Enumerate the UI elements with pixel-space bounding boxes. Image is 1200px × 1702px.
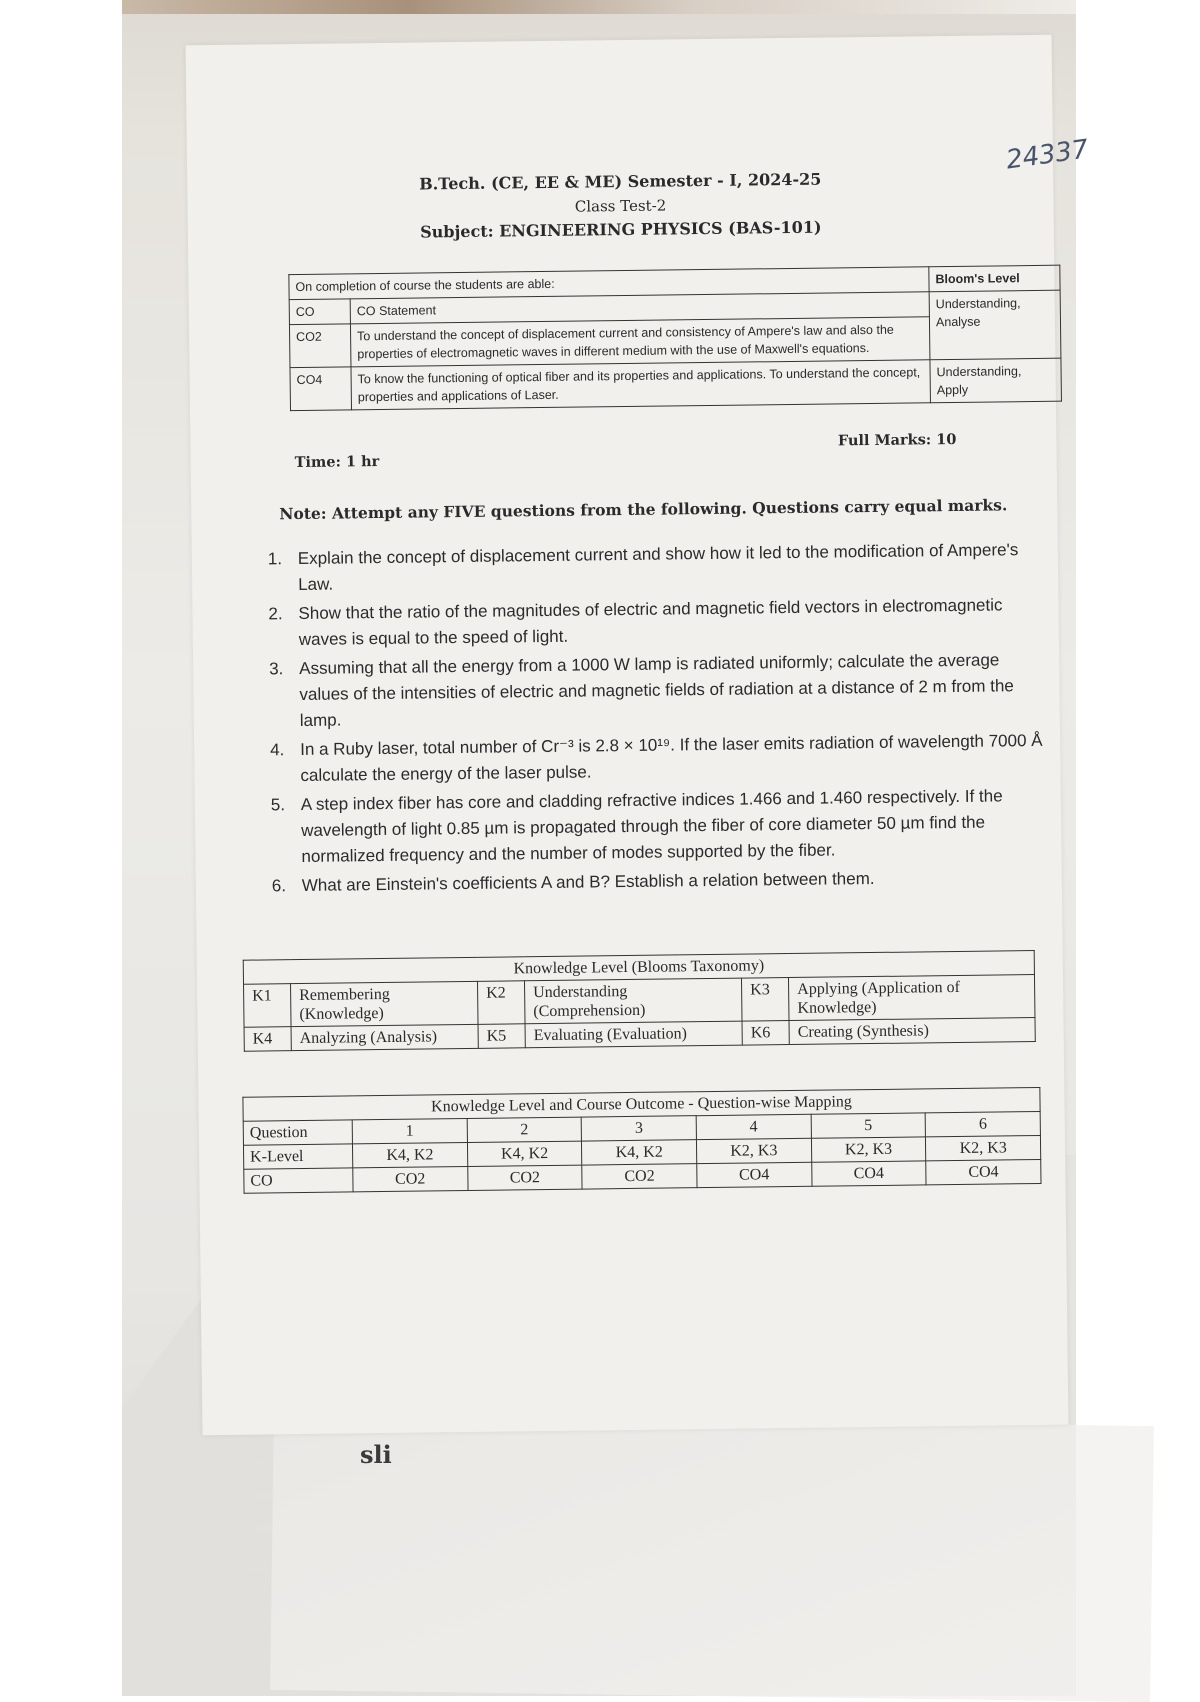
exam-note: Note: Attempt any FIVE questions from the following. Questions carry equal marks. <box>279 495 1008 524</box>
question-item <box>262 592 1047 654</box>
question-number: 1. <box>267 549 283 569</box>
k-level-cell: K2, K3 <box>696 1138 811 1163</box>
question-text: Show that the ratio of the magnitudes of electric and magnetic field vectors in electromagnetic waves is equal to the speed of light. <box>298 595 1003 650</box>
top-edge-strip <box>122 0 1076 14</box>
question-cell: 3 <box>581 1116 696 1141</box>
k-level-cell: K2, K3 <box>926 1135 1041 1160</box>
question-item <box>263 647 1048 735</box>
k-code: K6 <box>742 1021 789 1046</box>
k-label: Creating (Synthesis) <box>789 1018 1035 1045</box>
co-cell: CO2 <box>582 1164 697 1189</box>
co-cell: CO2 <box>353 1166 468 1191</box>
question-item <box>266 864 1050 900</box>
exam-header <box>187 165 1054 248</box>
co4-id: CO4 <box>290 367 352 411</box>
question-cell: 2 <box>467 1117 582 1142</box>
k-code: K5 <box>478 1024 525 1049</box>
k-code: K3 <box>742 978 790 1022</box>
question-item <box>264 728 1049 790</box>
question-cell: 4 <box>696 1114 811 1139</box>
full-marks: Full Marks: 10 <box>837 430 957 450</box>
subject-line: Subject: ENGINEERING PHYSICS (BAS-101) <box>420 217 822 242</box>
co-cell: CO4 <box>811 1161 926 1186</box>
co2-bloom-level: Understanding, Analyse <box>929 290 1061 360</box>
question-list <box>262 537 1050 903</box>
k-level-cell: K4, K2 <box>352 1142 467 1167</box>
handwritten-number: 24337 <box>1004 134 1091 176</box>
program-line: B.Tech. (CE, EE & ME) Semester - I, 2024-25 <box>419 169 822 194</box>
co-cell: CO2 <box>467 1165 582 1190</box>
exam-sheet <box>186 35 1069 1435</box>
co4-statement: To know the functioning of optical fiber and its properties and applications. To understand the concept, properties and applications of Laser. <box>351 360 930 410</box>
k-level-cell: K4, K2 <box>582 1140 697 1165</box>
k-code: K2 <box>477 981 525 1025</box>
question-item <box>262 537 1047 599</box>
question-number: 6. <box>271 876 287 896</box>
bloom-level-header: Bloom's Level <box>929 265 1060 292</box>
question-text: What are Einstein's coefficients A and B? Establish a relation between them. <box>301 868 875 895</box>
photo-background <box>122 0 1091 1696</box>
k-code: K1 <box>244 984 292 1028</box>
knowledge-level-table <box>243 950 1036 1052</box>
co4-bloom-level: Understanding, Apply <box>930 358 1062 403</box>
question-cell: 5 <box>811 1113 926 1138</box>
co2-id: CO2 <box>289 324 351 368</box>
co-table-caption: On completion of course the students are able: <box>289 267 929 300</box>
question-text: Explain the concept of displacement current and show how it led to the modification of Ampere's Law. <box>297 540 1019 595</box>
k-label: Remembering (Knowledge) <box>291 981 479 1026</box>
co-col-header: CO <box>289 299 350 325</box>
question-text: In a Ruby laser, total number of Cr⁻³ is 2.8 × 10¹⁹. If the laser emits radiation of wavelength 7000 Å calculate the energy of the laser pulse. <box>300 730 1043 785</box>
question-number: 3. <box>269 659 284 679</box>
row-label-question: Question <box>243 1120 352 1145</box>
question-item <box>265 783 1050 871</box>
question-cell: 1 <box>352 1118 467 1143</box>
question-number: 4. <box>270 740 285 760</box>
k-level-cell: K2, K3 <box>811 1137 926 1162</box>
mapping-table-caption: Knowledge Level and Course Outcome - Question-wise Mapping <box>243 1087 1040 1121</box>
k-label: Evaluating (Evaluation) <box>525 1021 742 1048</box>
question-text: A step index fiber has core and cladding refractive indices 1.466 and 1.460 respectively. If the wavelength of light 0.85 µm is propagated through the fiber of core diameter 50 µm find the normalized frequency and the number of modes supported by the fiber. <box>300 786 1003 866</box>
test-name: Class Test-2 <box>574 196 667 216</box>
question-text: Assuming that all the energy from a 1000 W lamp is radiated uniformly; calculate the average values of the intensities of electric and magnetic fields of radiation at a distance of 2 m from the lamp. <box>299 650 1014 730</box>
row-label-k-level: K-Level <box>243 1144 352 1169</box>
question-mapping-table <box>242 1087 1041 1194</box>
question-cell: 6 <box>925 1111 1040 1136</box>
co2-statement: To understand the concept of displacement current and consistency of Ampere's law and also the properties of electromagnetic waves in different medium with the use of Maxwell's equations. <box>350 317 929 367</box>
question-number: 2. <box>268 604 283 624</box>
torn-page-fragment-text: sli <box>360 1440 392 1469</box>
exam-time: Time: 1 hr <box>294 453 380 472</box>
k-code: K4 <box>244 1027 291 1052</box>
co-statement-header: CO Statement <box>350 292 929 324</box>
k-level-cell: K4, K2 <box>467 1141 582 1166</box>
co-cell: CO4 <box>697 1162 812 1187</box>
course-outcome-table <box>288 265 1062 411</box>
k-label: Understanding (Comprehension) <box>524 978 742 1024</box>
k-label: Applying (Application of Knowledge) <box>789 975 1035 1021</box>
knowledge-table-caption: Knowledge Level (Blooms Taxonomy) <box>243 951 1034 985</box>
question-number: 5. <box>270 795 286 815</box>
k-label: Analyzing (Analysis) <box>291 1024 478 1050</box>
co-cell: CO4 <box>926 1159 1041 1184</box>
row-label-co: CO <box>244 1168 353 1193</box>
